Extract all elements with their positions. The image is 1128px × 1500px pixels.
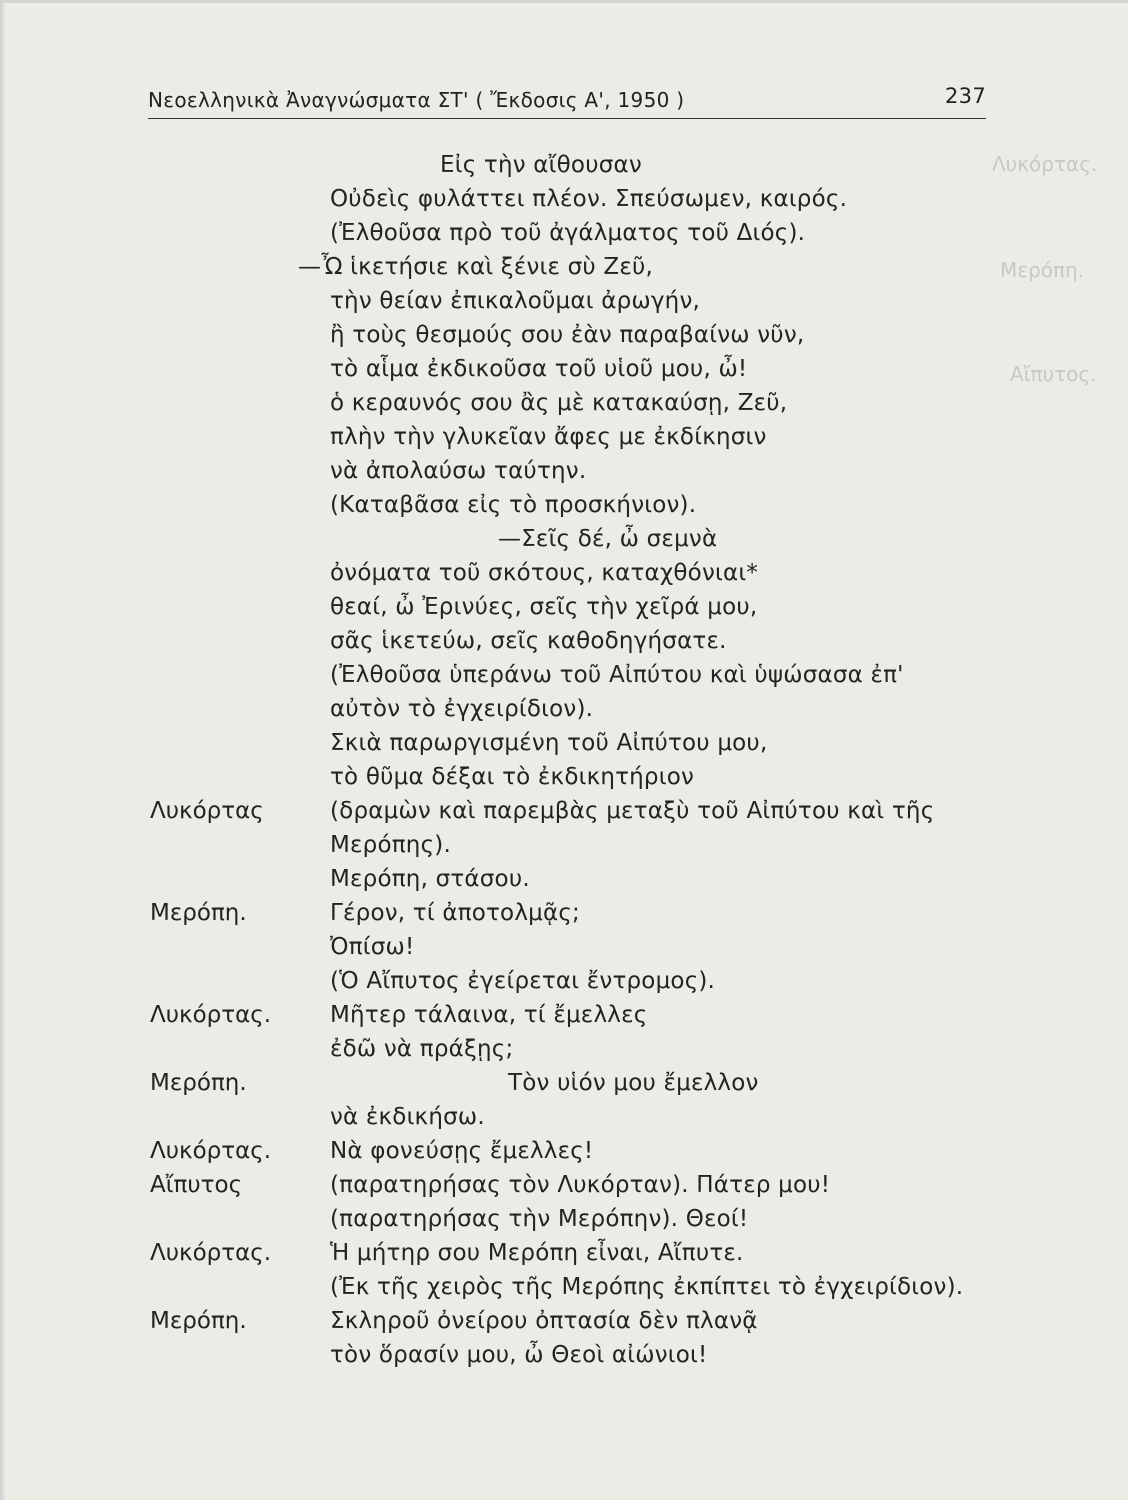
text-line: Μερόπη, στάσου. <box>330 866 530 892</box>
speaker-name: Μερόπη. <box>150 1308 247 1334</box>
text-line: (δραμὼν καὶ παρεμβὰς μεταξὺ τοῦ Αἰπύτου καὶ τῆς <box>330 798 935 824</box>
speaker-name: Λυκόρτας <box>150 798 264 824</box>
bleed-through-text: Λυκόρτας. <box>992 152 1098 176</box>
text-line: νὰ ἀπολαύσω ταύτην. <box>330 458 587 484</box>
text-line: Οὐδεὶς φυλάττει πλέον. Σπεύσωμεν, καιρός. <box>330 186 848 212</box>
text-line: ἢ τοὺς θεσμούς σου ἐὰν παραβαίνω νῦν, <box>330 322 805 348</box>
text-line: —Σεῖς δέ, ὦ σεμνὰ <box>498 526 718 552</box>
speaker-name: Λυκόρτας. <box>150 1138 272 1164</box>
text-line: τὸ θῦμα δέξαι τὸ ἐκδικητήριον <box>330 764 695 790</box>
text-line: —Ὦ ἱκετήσιε καὶ ξένιε σὺ Ζεῦ, <box>298 254 654 280</box>
text-line: Σκιὰ παρωργισμένη τοῦ Αἰπύτου μου, <box>330 730 768 756</box>
speaker-name: Μερόπη. <box>150 900 247 926</box>
text-line: θεαί, ὦ Ἐρινύες, σεῖς τὴν χεῖρά μου, <box>330 594 758 620</box>
text-line: ὁ κεραυνός σου ἂς μὲ κατακαύσῃ, Ζεῦ, <box>330 390 788 416</box>
text-line: Ὀπίσω! <box>330 934 415 960</box>
bleed-through-text: Αἴπυτος. <box>1010 362 1097 386</box>
page-edge-shadow <box>0 0 6 1500</box>
text-line: (παρατηρήσας τὸν Λυκόρταν). Πάτερ μου! <box>330 1172 831 1198</box>
running-header <box>148 84 986 119</box>
text-line: ὀνόματα τοῦ σκότους, καταχθόνιαι* <box>330 560 759 586</box>
text-line: τὸ αἷμα ἐκδικοῦσα τοῦ υἱοῦ μου, ὦ! <box>330 356 748 382</box>
text-line: Γέρον, τί ἀποτολμᾷς; <box>330 900 580 926</box>
speaker-name: Αἴπυτος <box>150 1172 243 1198</box>
text-line: (παρατηρήσας τὴν Μερόπην). Θεοί! <box>330 1206 749 1232</box>
speaker-name: Μερόπη. <box>150 1070 247 1096</box>
page-top-edge <box>0 0 1128 3</box>
text-line: νὰ ἐκδικήσω. <box>330 1104 485 1130</box>
text-line: (Καταβᾶσα εἰς τὸ προσκήνιον). <box>330 492 697 518</box>
text-line: πλὴν τὴν γλυκεῖαν ἄφες με ἐκδίκησιν <box>330 424 767 450</box>
text-line: Ἡ μήτηρ σου Μερόπη εἶναι, Αἴπυτε. <box>330 1240 744 1266</box>
text-line: τὸν ὅρασίν μου, ὦ Θεοὶ αἰώνιοι! <box>330 1342 708 1368</box>
text-line: Μερόπης). <box>330 832 451 858</box>
page-number: 237 <box>945 84 986 108</box>
text-line: Εἰς τὴν αἴθουσαν <box>440 152 642 178</box>
text-line: Τὸν υἱόν μου ἔμελλον <box>508 1070 759 1096</box>
text-line: τὴν θείαν ἐπικαλοῦμαι ἀρωγήν, <box>330 288 701 314</box>
text-line: (Ἐκ τῆς χειρὸς τῆς Μερόπης ἐκπίπτει τὸ ἐγχειρίδιον). <box>330 1274 964 1300</box>
bleed-through-text: Μερόπη. <box>1000 258 1085 282</box>
text-line: αὐτὸν τὸ ἐγχειρίδιον). <box>330 696 594 722</box>
text-line: σᾶς ἱκετεύω, σεῖς καθοδηγήσατε. <box>330 628 727 654</box>
header-title: Νεοελληνικὰ Ἀναγνώσματα ΣΤ' ( Ἔκδοσις Α', 1950 ) <box>148 88 685 112</box>
text-line: Μῆτερ τάλαινα, τί ἔμελλες <box>330 1002 648 1028</box>
text-line: (Ὁ Αἴπυτος ἐγείρεται ἔντρομος). <box>330 968 716 994</box>
text-line: (Ἐλθοῦσα ὑπεράνω τοῦ Αἰπύτου καὶ ὑψώσασα ἐπ' <box>330 662 904 688</box>
text-line: (Ἐλθοῦσα πρὸ τοῦ ἀγάλματος τοῦ Διός). <box>330 220 806 246</box>
text-line: Σκληροῦ ὀνείρου ὀπτασία δὲν πλανᾷ <box>330 1308 758 1334</box>
text-line: Νὰ φονεύσῃς ἔμελλες! <box>330 1138 594 1164</box>
speaker-name: Λυκόρτας. <box>150 1240 272 1266</box>
text-line: ἐδῶ νὰ πράξῃς; <box>330 1036 514 1062</box>
speaker-name: Λυκόρτας. <box>150 1002 272 1028</box>
